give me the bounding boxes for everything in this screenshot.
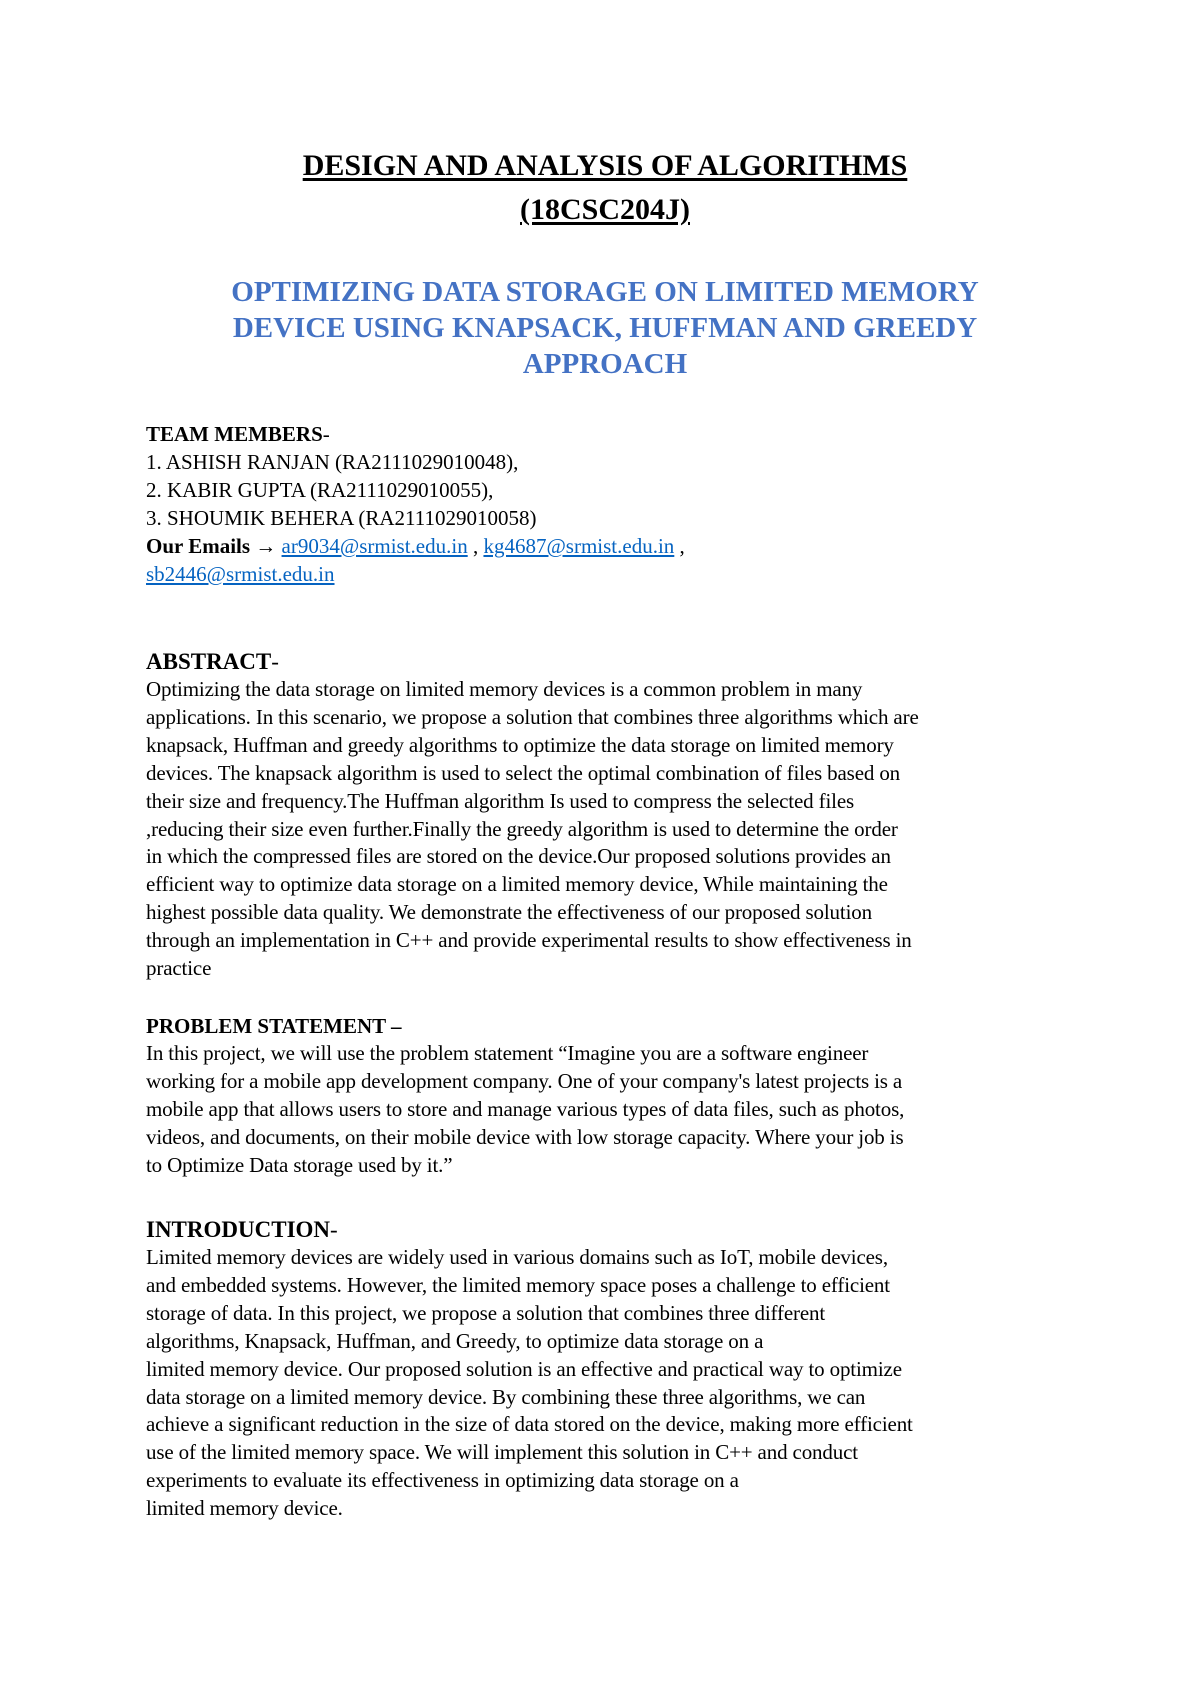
team-section	[146, 420, 1076, 588]
introduction-paragraph	[146, 1244, 1076, 1523]
problem-line: working for a mobile app development company. One of your company's latest projects is a	[146, 1068, 903, 1093]
introduction-line: achieve a significant reduction in the size of data stored on the device, making more efficient	[146, 1412, 913, 1437]
emails-line-2	[146, 560, 1076, 588]
abstract-line: devices. The knapsack algorithm is used to select the optimal combination of files based on	[146, 760, 901, 785]
problem-heading-text: PROBLEM STATEMENT	[146, 1014, 386, 1038]
team-member: 3. SHOUMIK BEHERA (RA2111029010058)	[146, 506, 537, 530]
arrow-right-icon: →	[255, 534, 277, 558]
problem-line: to Optimize Data storage used by it.”	[146, 1152, 453, 1177]
abstract-line: knapsack, Huffman and greedy algorithms to optimize the data storage on limited memory	[146, 732, 894, 757]
problem-line: mobile app that allows users to store and manage various types of data files, such as photos,	[146, 1096, 905, 1121]
team-member: 1. ASHISH RANJAN (RA2111029010048),	[146, 450, 519, 474]
abstract-line: practice	[146, 956, 212, 981]
team-heading	[146, 420, 1076, 448]
introduction-line: algorithms, Knapsack, Huffman, and Greedy, to optimize data storage on a	[146, 1328, 764, 1353]
problem-heading	[146, 1012, 1076, 1040]
abstract-heading-text: ABSTRACT	[146, 649, 272, 674]
email-link-shoumik[interactable]: sb2446@srmist.edu.in	[146, 562, 335, 586]
email-separator: ,	[467, 534, 484, 558]
email-link-ashish[interactable]: ar9034@srmist.edu.in	[281, 534, 468, 558]
problem-line: In this project, we will use the problem statement “Imagine you are a software engineer	[146, 1041, 869, 1065]
abstract-heading-suffix: -	[271, 649, 279, 674]
introduction-line: Limited memory devices are widely used in various domains such as IoT, mobile devices,	[146, 1245, 888, 1269]
introduction-line: experiments to evaluate its effectiveness in optimizing data storage on a	[146, 1468, 739, 1493]
abstract-line: ,reducing their size even further.Finally the greedy algorithm is used to determine the order	[146, 816, 898, 841]
introduction-line: and embedded systems. However, the limited memory space poses a challenge to efficient	[146, 1272, 890, 1297]
abstract-paragraph	[146, 676, 1076, 983]
problem-heading-suffix: –	[385, 1014, 402, 1038]
introduction-line: data storage on a limited memory device. By combining these three algorithms, we can	[146, 1384, 866, 1409]
introduction-line: use of the limited memory space. We will implement this solution in C++ and conduct	[146, 1440, 858, 1465]
problem-section	[146, 1012, 1076, 1180]
abstract-line: applications. In this scenario, we propose a solution that combines three algorithms which are	[146, 704, 919, 729]
abstract-line: efficient way to optimize data storage on a limited memory device, While maintaining the	[146, 872, 888, 897]
project-title-line: DEVICE USING KNAPSACK, HUFFMAN AND GREEDY	[232, 312, 978, 344]
abstract-line: through an implementation in C++ and provide experimental results to show effectiveness in	[146, 928, 912, 953]
abstract-line: their size and frequency.The Huffman algorithm Is used to compress the selected files	[146, 788, 855, 813]
abstract-line: highest possible data quality. We demonstrate the effectiveness of our proposed solution	[146, 900, 872, 925]
email-separator: ,	[674, 534, 685, 558]
project-title	[140, 274, 1070, 382]
email-link-kabir[interactable]: kg4687@srmist.edu.in	[483, 534, 675, 558]
document-title-line-1: DESIGN AND ANALYSIS OF ALGORITHMS	[302, 149, 908, 182]
problem-paragraph	[146, 1040, 1076, 1180]
introduction-section	[146, 1216, 1076, 1523]
abstract-heading	[146, 648, 1076, 676]
introduction-heading	[146, 1216, 1076, 1244]
introduction-heading-text: INTRODUCTION	[146, 1217, 331, 1242]
introduction-heading-suffix: -	[330, 1217, 338, 1242]
document-title-line-2: (18CSC204J)	[520, 193, 690, 226]
project-title-line: APPROACH	[522, 348, 688, 380]
introduction-line: limited memory device.	[146, 1496, 343, 1521]
emails-line	[146, 532, 1076, 560]
team-member: 2. KABIR GUPTA (RA2111029010055),	[146, 478, 494, 502]
project-title-line: OPTIMIZING DATA STORAGE ON LIMITED MEMORY	[231, 276, 979, 308]
team-heading-suffix: -	[322, 422, 330, 446]
introduction-line: storage of data. In this project, we propose a solution that combines three different	[146, 1300, 826, 1325]
problem-line: videos, and documents, on their mobile device with low storage capacity. Where your job is	[146, 1124, 904, 1149]
abstract-section	[146, 648, 1076, 983]
emails-label: Our Emails	[146, 534, 251, 558]
abstract-line: Optimizing the data storage on limited memory devices is a common problem in many	[146, 677, 863, 701]
abstract-line: in which the compressed files are stored on the device.Our proposed solutions provides an	[146, 844, 891, 869]
team-heading-text: TEAM MEMBERS	[146, 422, 323, 446]
introduction-line: limited memory device. Our proposed solution is an effective and practical way to optimize	[146, 1356, 902, 1381]
